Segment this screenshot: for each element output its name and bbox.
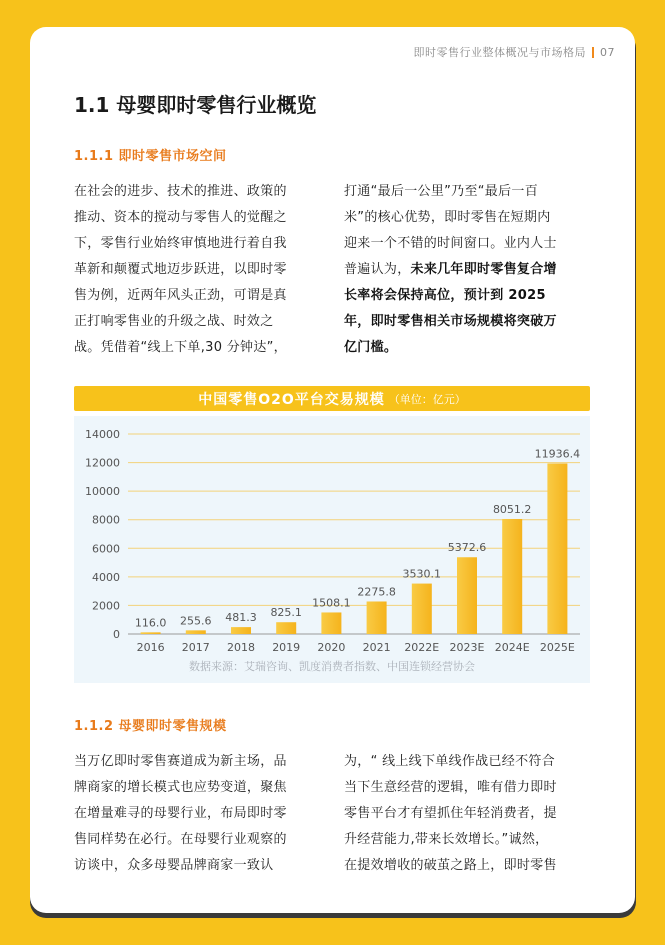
bar-2021	[367, 601, 387, 634]
data-label: 11936.4	[534, 447, 581, 461]
x-tick-label: 2023E	[449, 641, 485, 654]
data-label: 255.6	[180, 614, 212, 628]
subsection-title-1: 1.1.1 即时零售市场空间	[74, 149, 227, 164]
text-line: 战。凭借着“线上下单,30 分钟达”，	[74, 340, 287, 355]
paragraph-left-2	[74, 749, 322, 879]
bar-2025E	[547, 463, 567, 634]
chart-unit: （单位：亿元）	[388, 392, 466, 406]
x-tick-label: 2022E	[404, 641, 440, 654]
header-divider	[592, 47, 594, 58]
text-emphasis: 亿门槛。	[344, 340, 398, 355]
bar-2018	[231, 627, 251, 634]
text-line	[344, 257, 592, 283]
bar-2023E	[457, 557, 477, 634]
subsection-title-2: 1.1.2 母婴即时零售规模	[74, 719, 227, 734]
text-line-bold	[344, 283, 592, 309]
data-label: 3530.1	[402, 567, 442, 581]
x-tick-label: 2016	[136, 641, 165, 654]
bar-2024E	[502, 519, 522, 634]
data-label: 8051.2	[492, 502, 532, 516]
y-tick-label: 0	[113, 628, 120, 641]
x-tick-label: 2024E	[494, 641, 530, 654]
y-tick-label: 12000	[85, 456, 120, 470]
bar-2019	[276, 622, 296, 634]
data-label: 116.0	[134, 616, 167, 630]
text-line-bold	[344, 309, 592, 335]
text-line: 米”的核心优势，即时零售在短期内	[344, 210, 551, 225]
text-line: 下，零售行业始终审慎地进行着自我	[74, 236, 287, 251]
text-line: 在提效增收的破茧之路上，即时零售	[344, 858, 557, 873]
data-label: 825.1	[270, 606, 302, 620]
chart-source: 数据来源：艾瑞咨询、凯度消费者指数、中国连锁经营协会	[189, 660, 475, 673]
chart-area	[74, 416, 590, 683]
section-title: 1.1 母婴即时零售行业概览	[74, 93, 317, 117]
y-tick-label: 2000	[92, 599, 120, 613]
chart-title-bar	[74, 386, 590, 411]
text-line: 迎来一个不错的时间窗口。业内人士	[344, 236, 557, 251]
text-line: 售为例，近两年风头正劲，可谓是真	[74, 288, 287, 303]
text-line: 零售平台才有望抓住年轻消费者，提	[344, 806, 557, 821]
text-emphasis: 未来几年即时零售复合增	[410, 262, 557, 277]
y-tick-label: 8000	[92, 513, 120, 527]
text-line: 打通“最后一公里”乃至“最后一百	[344, 184, 539, 199]
paragraph-right-2	[344, 749, 592, 879]
text-line: 当万亿即时零售赛道成为新主场，品	[74, 754, 287, 769]
text-line: 推动、资本的搅动与零售人的觉醒之	[74, 210, 287, 225]
x-tick-label: 2021	[362, 641, 391, 654]
text-emphasis: 年，即时零售相关市场规模将突破万	[344, 314, 557, 329]
bar-2017	[186, 630, 206, 634]
text-line: 正打响零售业的升级之战、时效之	[74, 314, 274, 329]
bar-2020	[321, 612, 341, 634]
bar-2022E	[412, 584, 432, 634]
text-line: 在增量难寻的母婴行业，布局即时零	[74, 806, 287, 821]
text-line: 牌商家的增长模式也应势变道，聚焦	[74, 780, 287, 795]
text-line: 当下生意经营的逻辑，唯有借力即时	[344, 780, 557, 795]
text-line: 在社会的进步、技术的推进、政策的	[74, 184, 287, 199]
text-line: 售同样势在必行。在母婴行业观察的	[74, 832, 287, 847]
text-plain: 普遍认为，	[344, 262, 411, 277]
y-tick-label: 6000	[92, 542, 120, 556]
y-tick-label: 4000	[92, 570, 120, 584]
x-tick-label: 2017	[181, 641, 210, 654]
x-tick-label: 2025E	[539, 641, 575, 654]
y-tick-label: 14000	[85, 428, 120, 441]
page-card	[30, 27, 635, 913]
header-text: 即时零售行业整体概况与市场格局	[413, 46, 586, 59]
y-tick-label: 10000	[85, 485, 120, 499]
data-label: 481.3	[225, 611, 257, 625]
paragraph-right-1	[344, 179, 592, 361]
page-number: 07	[600, 45, 615, 59]
bar-2016	[141, 632, 161, 634]
text-line-bold	[344, 335, 592, 361]
data-label: 5372.6	[447, 541, 487, 555]
paragraph-left-1	[74, 179, 322, 361]
text-emphasis: 长率将会保持高位，预计到 2025	[344, 288, 546, 303]
text-line: 升经营能力,带来长效增长。”诚然，	[344, 832, 549, 847]
text-line: 革新和颠覆式地迈步跃进，以即时零	[74, 262, 287, 277]
data-label: 2275.8	[357, 585, 396, 599]
chart-title: 中国零售O2O平台交易规模	[198, 391, 385, 408]
text-line: 访谈中，众多母婴品牌商家一致认	[74, 858, 274, 873]
bar-chart	[74, 416, 590, 683]
x-tick-label: 2020	[317, 641, 346, 654]
x-tick-label: 2018	[227, 641, 255, 654]
x-tick-label: 2019	[272, 641, 301, 654]
data-label: 1508.1	[312, 596, 351, 610]
running-header	[414, 44, 616, 60]
text-line: 为，“ 线上线下单线作战已经不符合	[344, 754, 555, 769]
